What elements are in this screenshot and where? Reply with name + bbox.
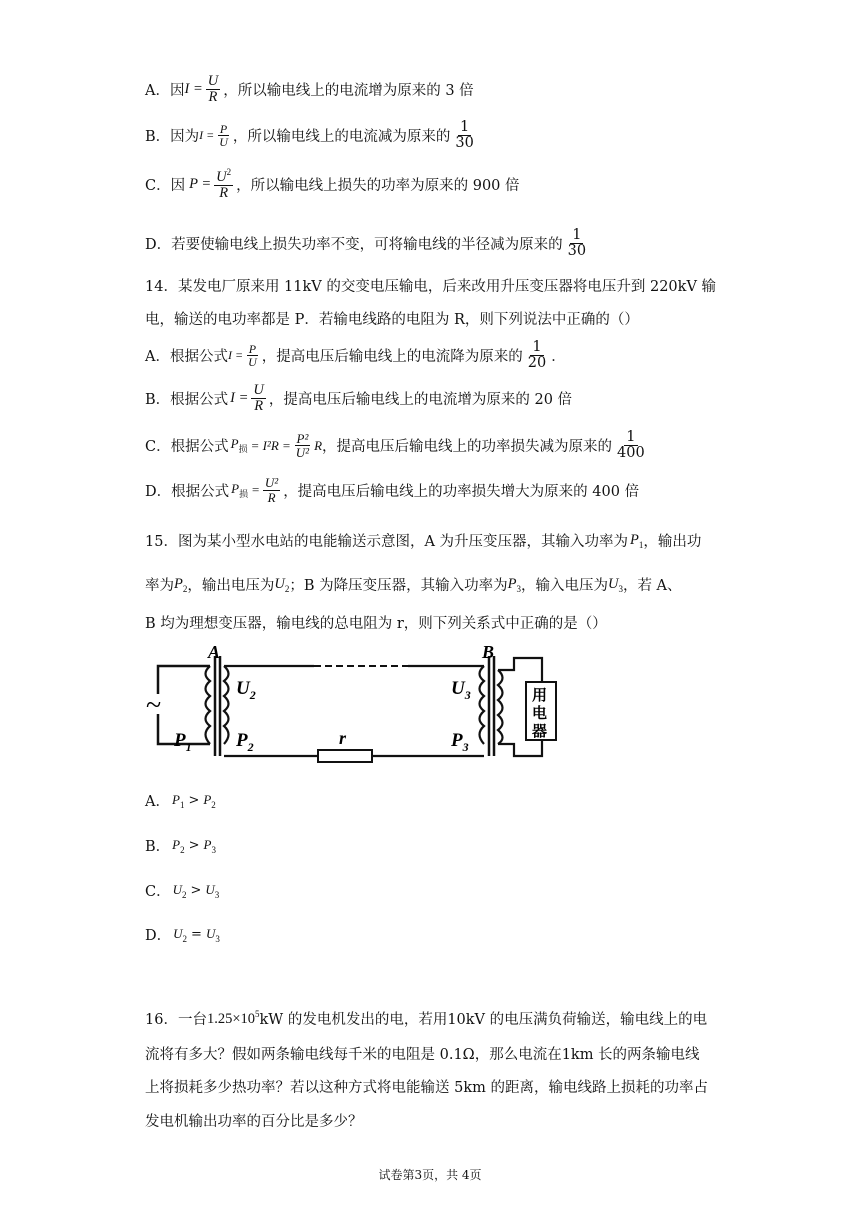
var-sub: 1 <box>179 799 185 810</box>
fraction <box>526 340 548 371</box>
option-label: C．因 <box>145 178 186 195</box>
q15-stem-line2 <box>145 574 682 595</box>
frac-den: R <box>208 89 218 106</box>
transmission-diagram <box>146 644 564 766</box>
q16-line3: 上将损耗多少热功率？若以这种方式将电能输送 5km 的距离，输电线路上损耗的功率占 <box>145 1080 708 1096</box>
option-label: A． <box>145 794 170 810</box>
var: P <box>171 791 180 807</box>
fraction <box>246 343 259 369</box>
option-text: ，提高电压后输电线上的功率损失减为原来的 <box>322 439 613 456</box>
resistor-r <box>318 750 372 762</box>
formula-mid: = <box>251 482 260 498</box>
option-label: D．根据公式 <box>145 483 230 500</box>
q16-line4: 发电机输出功率的百分比是多少？ <box>145 1114 363 1130</box>
label-u3: U <box>451 678 465 699</box>
text: kW 的发电机发出的电，若用10kV 的电压满负荷输送，输电线上的电 <box>259 1012 708 1028</box>
option-label: D． <box>145 928 172 944</box>
option-text: ，提高电压后输电线上的电流降为原来的 <box>261 349 523 366</box>
load-label-2: 电 <box>532 706 548 722</box>
frac-den: R <box>267 489 276 505</box>
frac-num: P² <box>296 430 309 446</box>
label-p2-sub: 2 <box>247 740 254 754</box>
var: U <box>205 925 216 941</box>
frac-num: P <box>219 121 228 136</box>
frac-num: U <box>207 73 219 89</box>
label-p1: P <box>174 730 186 751</box>
q15-option-a <box>145 790 216 811</box>
fraction <box>566 228 588 259</box>
formula-var: P <box>231 480 240 496</box>
stem-text: ，输出功 <box>643 534 702 550</box>
var-sub: 2 <box>182 583 188 594</box>
fraction <box>615 430 647 461</box>
fraction <box>453 120 475 151</box>
operator: = <box>191 927 202 942</box>
formula-rhs: R <box>314 437 323 453</box>
stem-text: 15．图为某小型水电站的电能输送示意图，A 为升压变压器，其输入功率为 <box>145 534 629 550</box>
var: P <box>203 791 212 807</box>
q15-option-b <box>145 835 216 856</box>
var-sub: 3 <box>211 844 216 855</box>
ac-source-symbol: ~ <box>146 690 162 721</box>
option-label: D．若要使输电线上损失功率不变，可将输电线的半径减为原来的 <box>145 237 563 254</box>
stem-text: ，输出电压为 <box>187 578 275 594</box>
fraction <box>206 74 220 105</box>
fraction <box>263 476 280 504</box>
label-p3-sub: 3 <box>462 740 469 754</box>
frac-den: U <box>248 355 257 370</box>
frac-num <box>214 168 233 186</box>
number: 1.25×10 <box>206 1011 256 1027</box>
label-u2: U <box>236 678 250 699</box>
fraction <box>251 383 265 414</box>
var: P <box>630 531 639 548</box>
frac-num: 1 <box>626 429 636 445</box>
q16-line2: 流将有多大？假如两条输电线每千米的电阻是 0.1Ω，那么电流在1km 长的两条输电线 <box>145 1047 700 1063</box>
option-label: A．根据公式 <box>145 349 228 366</box>
label-p1-sub: 1 <box>185 740 192 754</box>
label-p2: P <box>236 730 248 751</box>
option-text: ，所以输电线上的电流减为原来的 <box>232 129 451 146</box>
option-label: C． <box>145 884 171 900</box>
q14-option-c <box>145 430 650 461</box>
label-u2-sub: 2 <box>249 688 256 702</box>
var: U <box>173 925 183 941</box>
frac-num: 1 <box>532 339 542 355</box>
stem-text: 率为 <box>145 578 174 594</box>
fraction <box>217 123 230 149</box>
var: P <box>172 836 181 852</box>
frac-den: 30 <box>455 135 474 152</box>
formula-lhs: I = <box>227 348 244 363</box>
formula-lhs: I = <box>199 128 215 143</box>
label-p3: P <box>451 730 463 751</box>
frac-num: U² <box>264 475 279 490</box>
var-sub: 3 <box>516 583 521 594</box>
q14-option-a <box>145 340 566 371</box>
frac-num: 1 <box>460 119 470 135</box>
option-tail: ． <box>551 349 566 366</box>
q13-option-d <box>145 228 591 259</box>
q14-stem-line1: 14．某发电厂原来用 11kV 的交变电压输电，后来改用升压变压器将电压升到 220kV 输 <box>145 279 717 295</box>
q13-option-c <box>145 168 520 201</box>
q16-line1 <box>145 1008 707 1029</box>
frac-den: 400 <box>617 445 645 462</box>
formula-sub: 损 <box>239 488 249 499</box>
q15-option-c <box>145 880 219 901</box>
q15-stem-line1 <box>145 530 701 551</box>
var: U <box>172 881 182 897</box>
var-sub: 2 <box>182 933 188 944</box>
var: U <box>274 575 285 592</box>
operator: > <box>190 883 202 898</box>
option-text: ，所以输电线上损失的功率为原来的 900 倍 <box>236 178 520 195</box>
page-footer: 试卷第3页，共 4页 <box>378 1168 482 1182</box>
formula-mid: = I²R = <box>250 437 291 453</box>
var: U <box>205 881 215 897</box>
q15-stem-line3: B 均为理想变压器，输电线的总电阻为 r，则下列关系式中正确的是（） <box>145 616 607 632</box>
frac-den: R <box>219 185 229 202</box>
frac-den: R <box>254 398 264 415</box>
var: P <box>507 575 517 592</box>
formula-lhs: I = <box>184 81 203 98</box>
formula-sub: 损 <box>238 444 248 455</box>
label-b: B <box>482 644 495 662</box>
text: 16．一台 <box>145 1012 207 1028</box>
frac-den: 30 <box>567 243 587 260</box>
formula-lhs: P = <box>189 176 212 193</box>
option-label: B．根据公式 <box>145 392 229 409</box>
load-label-3: 器 <box>532 724 548 740</box>
option-label: C．根据公式 <box>145 439 229 456</box>
var: P <box>174 575 183 592</box>
frac-num: P <box>248 341 257 356</box>
exponent: 5 <box>255 1009 260 1019</box>
var-sub: 3 <box>215 933 220 944</box>
q14-option-d <box>145 476 639 504</box>
load-label-1: 用 <box>532 688 548 704</box>
var-sub: 2 <box>180 844 185 855</box>
var-sub: 2 <box>211 799 216 810</box>
var: U <box>607 575 619 592</box>
q14-stem-line2: 电，输送的电功率都是 P．若输电线路的电阻为 R，则下列说法中正确的（） <box>145 312 639 328</box>
frac-den: 20 <box>527 355 547 372</box>
formula-var: P <box>230 436 239 452</box>
stem-text: ；B 为降压变压器，其输入功率为 <box>289 578 508 594</box>
fraction <box>294 432 311 460</box>
frac-num: U <box>253 382 264 398</box>
var-sub: 2 <box>284 583 290 594</box>
q13-option-a <box>145 74 474 105</box>
frac-num-sup: 2 <box>226 167 232 177</box>
var-sub: 2 <box>182 889 187 900</box>
var-sub: 3 <box>618 583 623 594</box>
stem-text: ，若 A、 <box>622 578 682 594</box>
var-sub: 3 <box>214 889 220 900</box>
option-label: B． <box>145 839 171 855</box>
option-text: ，提高电压后输电线上的功率损失增大为原来的 400 倍 <box>283 483 640 500</box>
option-label: B．因为 <box>145 129 200 146</box>
frac-num: 1 <box>572 227 582 243</box>
q13-option-b <box>145 120 479 151</box>
frac-den: U² <box>295 445 310 461</box>
var-sub: 1 <box>638 539 644 550</box>
frac-den: U <box>219 135 228 150</box>
label-r: r <box>339 728 347 748</box>
label-u3-sub: 3 <box>464 688 471 702</box>
option-text: ，提高电压后输电线上的电流增为原来的 20 倍 <box>268 392 573 409</box>
var: P <box>203 836 212 852</box>
q15-option-d <box>145 924 220 945</box>
frac-num-var: U <box>216 169 227 185</box>
option-text: ，所以输电线上的电流增为原来的 3 倍 <box>223 83 474 100</box>
q14-option-b <box>145 383 572 414</box>
formula-lhs: I = <box>230 390 249 407</box>
label-a: A <box>208 644 221 662</box>
option-label: A．因 <box>145 83 185 100</box>
fraction <box>214 168 233 201</box>
operator: > <box>188 838 200 853</box>
operator: > <box>188 793 200 808</box>
stem-text: ，输入电压为 <box>520 578 608 594</box>
